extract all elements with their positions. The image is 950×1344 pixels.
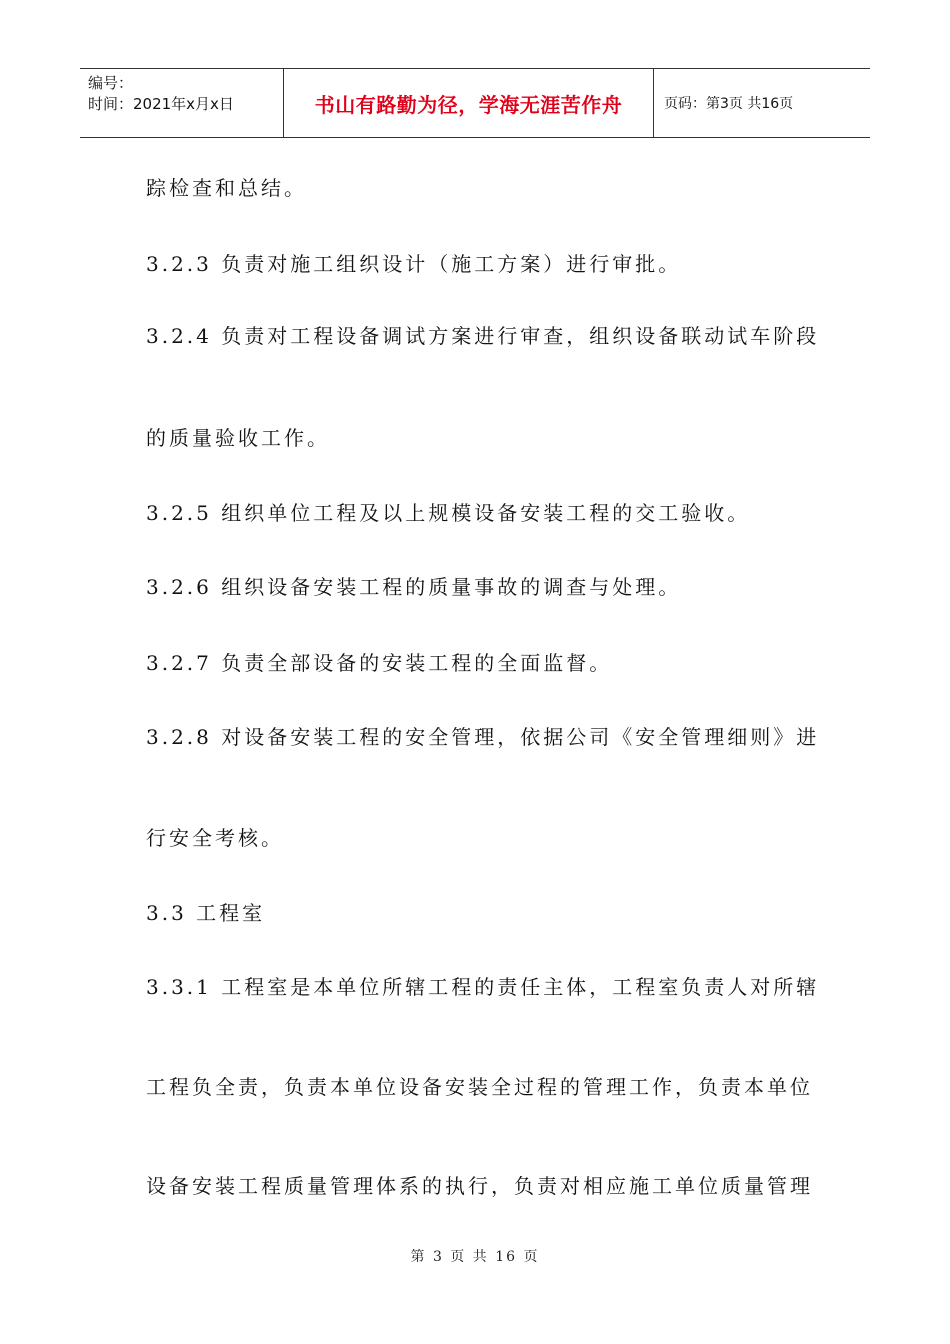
body-line: 设备安装工程质量管理体系的执行，负责对相应施工单位质量管理 — [146, 1174, 813, 1198]
body-line: 踪检查和总结。 — [146, 176, 307, 200]
header-page-code: 页码：第3页 共16页 — [664, 96, 794, 112]
header-info-cell — [80, 69, 284, 137]
body-line: 3.2.5 组织单位工程及以上规模设备安装工程的交工验收。 — [146, 501, 751, 525]
document-date-label: 时间：2021年x月x日 — [88, 95, 234, 113]
document-number-label: 编号： — [88, 74, 134, 92]
header-motto-cell — [284, 69, 654, 137]
body-line: 工程负全责，负责本单位设备安装全过程的管理工作，负责本单位 — [146, 1075, 813, 1099]
body-line: 的质量验收工作。 — [146, 426, 330, 450]
page-footer: 第 3 页 共 16 页 — [410, 1249, 540, 1265]
body-line: 行安全考核。 — [146, 826, 284, 850]
body-line: 3.2.4 负责对工程设备调试方案进行审查，组织设备联动试车阶段 — [146, 324, 820, 348]
header-page-cell — [654, 69, 870, 137]
body-line: 3.3.1 工程室是本单位所辖工程的责任主体，工程室负责人对所辖 — [146, 975, 820, 999]
body-line: 3.3 工程室 — [146, 901, 266, 925]
document-header — [80, 68, 870, 138]
header-motto: 书山有路勤为径，学海无涯苦作舟 — [314, 92, 623, 117]
body-line: 3.2.7 负责全部设备的安装工程的全面监督。 — [146, 651, 613, 675]
body-line: 3.2.8 对设备安装工程的安全管理，依据公司《安全管理细则》进 — [146, 725, 820, 749]
body-line: 3.2.6 组织设备安装工程的质量事故的调查与处理。 — [146, 575, 682, 599]
body-line: 3.2.3 负责对施工组织设计（施工方案）进行审批。 — [146, 252, 682, 276]
